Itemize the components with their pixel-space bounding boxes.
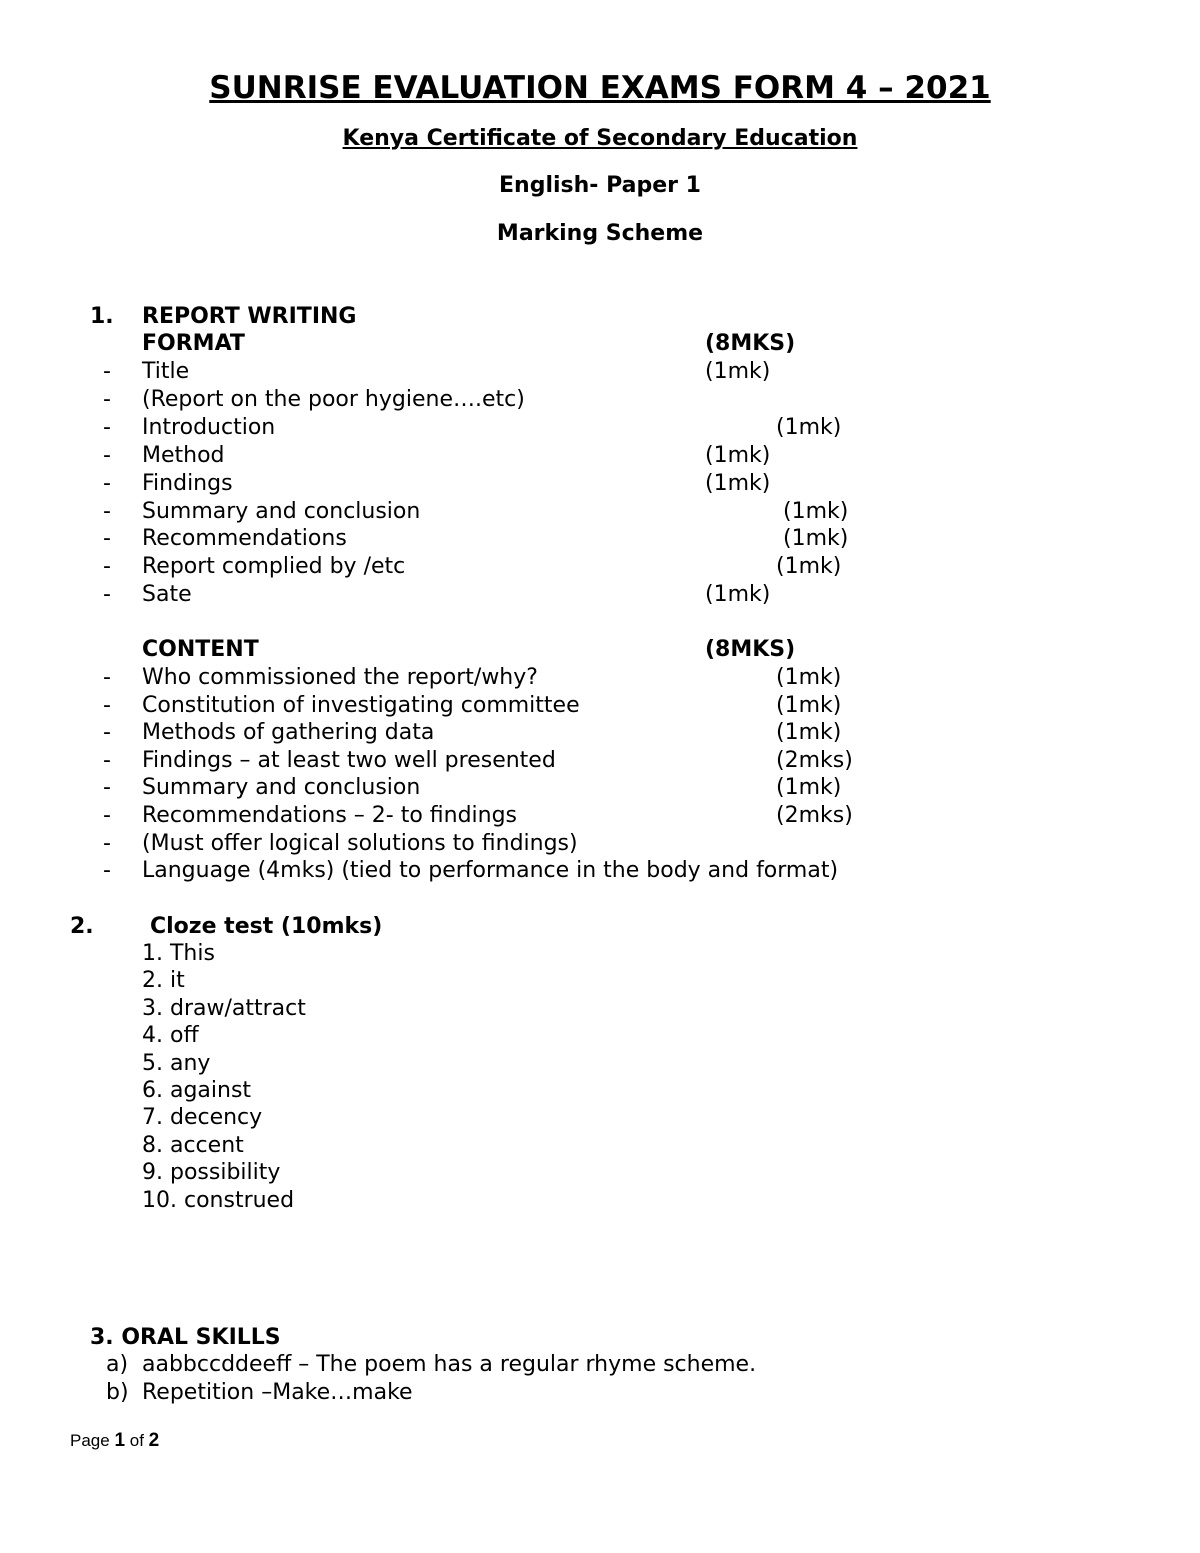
cloze-answer: 7. decency [142,1105,263,1131]
content-heading: CONTENT [142,637,259,662]
format-item-text: Recommendations [142,526,347,552]
page-total: 2 [148,1430,160,1451]
bullet-dash: - [103,858,111,884]
bullet-dash: - [103,582,111,608]
q1-number: 1. [90,304,114,329]
format-item-mark: (1mk) [705,359,771,384]
q1-heading: REPORT WRITING [142,304,357,329]
content-item-mark: (1mk) [776,775,842,801]
format-item-mark: (1mk) [783,498,849,524]
bullet-dash: - [103,526,111,552]
document-title: SUNRISE EVALUATION EXAMS FORM 4 – 2021 [209,70,991,106]
q2-number: 2. [70,914,94,939]
bullet-dash: - [103,747,111,773]
q2-heading: Cloze test (10mks) [150,914,383,939]
exam-subtitle: Kenya Certificate of Secondary Education [342,126,858,151]
cloze-answer: 6. against [142,1078,252,1103]
content-item-text: Findings – at least two well presented [142,747,556,773]
q3-heading: 3. ORAL SKILLS [90,1325,281,1350]
scheme-label: Marking Scheme [496,221,704,246]
cloze-answer: 2. it [142,968,185,994]
bullet-dash: - [103,414,111,440]
bullet-dash: - [103,498,111,524]
content-item-mark: (1mk) [776,692,842,718]
page-footer [70,1430,159,1452]
cloze-answer: 4. off [142,1023,199,1049]
format-item-mark: (1mk) [705,470,771,496]
cloze-answer: 5. any [142,1050,211,1076]
bullet-dash: - [103,442,111,468]
bullet-dash: - [103,359,111,384]
format-item-mark: (1mk) [705,582,771,608]
cloze-answer: 1. This [142,941,215,966]
bullet-dash: - [103,665,111,690]
format-heading: FORMAT [142,331,245,356]
paper-label: English- Paper 1 [499,173,701,198]
format-item-text: Report complied by /etc [142,554,406,580]
content-item-text: Constitution of investigating committee [142,692,580,718]
content-item-mark: (2mks) [776,803,853,828]
content-item-text: Recommendations – 2- to findings [142,803,518,828]
format-item-text: Method [142,442,225,468]
content-item-text: Methods of gathering data [142,720,435,746]
cloze-answer: 8. accent [142,1132,244,1158]
format-item-text: Findings [142,470,233,496]
bullet-dash: - [103,830,111,856]
content-item-mark: (1mk) [776,665,842,690]
format-marks: (8MKS) [705,331,796,356]
format-item-mark: (1mk) [776,554,842,580]
oral-item-text: aabbccddeeff – The poem has a regular rhyme scheme. [142,1352,757,1377]
bullet-dash: - [103,692,111,718]
format-item-text: Summary and conclusion [142,498,421,524]
oral-item-label: a) [106,1352,129,1377]
content-item-text: Summary and conclusion [142,775,421,801]
bullet-dash: - [103,470,111,496]
format-item-mark: (1mk) [705,442,771,468]
bullet-dash: - [103,775,111,801]
cloze-answer: 10. construed [142,1187,295,1213]
content-item-mark: (1mk) [776,720,842,746]
format-item-text: Introduction [142,414,276,440]
content-marks: (8MKS) [705,637,796,662]
page-word: Page [70,1431,110,1450]
content-item-mark: (2mks) [776,747,853,773]
oral-item-text: Repetition –Make…make [142,1379,413,1405]
format-item-text: Sate [142,582,192,608]
cloze-answer: 3. draw/attract [142,995,306,1021]
format-item-text: Title [142,359,190,384]
of-word: of [129,1431,144,1450]
format-item-mark: (1mk) [783,526,849,552]
format-item-mark: (1mk) [776,414,842,440]
content-item-text: Language (4mks) (tied to performance in the body and format) [142,858,839,884]
format-item-text: (Report on the poor hygiene….etc) [142,386,525,412]
content-item-text: Who commissioned the report/why? [142,665,538,690]
bullet-dash: - [103,554,111,580]
content-item-text: (Must offer logical solutions to findings) [142,830,578,856]
bullet-dash: - [103,720,111,746]
page-number: 1 [114,1430,126,1451]
cloze-answer: 9. possibility [142,1160,281,1186]
bullet-dash: - [103,803,111,828]
bullet-dash: - [103,386,111,412]
oral-item-label: b) [106,1379,129,1405]
